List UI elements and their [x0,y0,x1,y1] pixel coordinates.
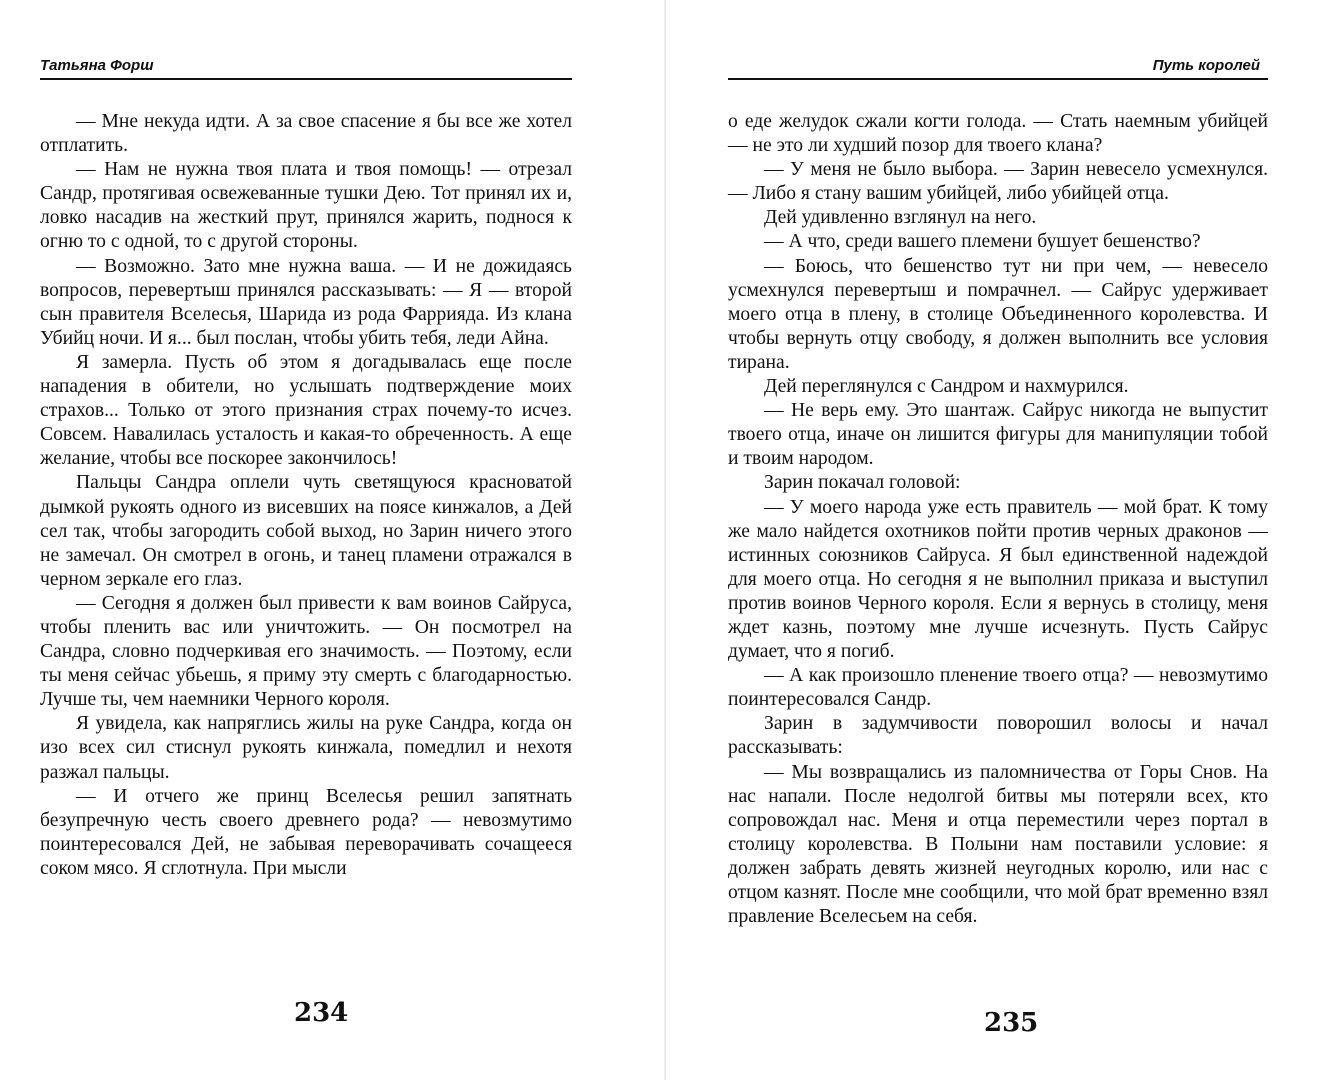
paragraph: — Боюсь, что бешенство тут ни при чем, — невесело усмехнулся перевертыш и помрачнел. — Сайрус удерживает моего отца в плену, в столице Объединенного королевства. И чтобы вернуть отцу свободу, я должен выполнить все условия тирана. [728,255,1268,373]
paragraph: Дей переглянулся с Сандром и нахмурился. [764,376,1129,398]
running-head-right [728,54,1268,80]
paragraph: Дей удивленно взглянул на него. [764,207,1037,229]
paragraph: Я увидела, как напряглись жилы на руке Сандра, когда он изо всех сил стиснул рукоять кинжала, помедлил и нехотя разжал пальцы. [40,713,572,783]
paragraph: — А как произошло пленение твоего отца? — невозмутимо поинтересовался Сандр. [728,665,1268,711]
paragraph: Зарин покачал головой: [764,472,961,494]
paragraph: Я замерла. Пусть об этом я догадывалась еще после нападения в обители, но услышать подтверждение моих страхов... Только от этого признания страх почему-то исчез. Совсем. Навалилась усталость и какая-то обреченность. А еще желание, чтобы все поскорее закончилось! [40,351,572,470]
paragraph: Пальцы Сандра оплели чуть светящуюся красноватой дымкой рукоять одного из висевших на поясе кинжалов, а Дей сел так, чтобы загородить собой выход, но Зарин ничего этого не замечал. Он смотрел в огонь, и танец пламени отражался в черном зеркале его глаз. [40,472,572,590]
paragraph: — Нам не нужна твоя плата и твоя помощь! — отрезал Сандр, протягивая освежеванные тушки Дею. Тот принял их и, ловко насадив на жесткий прут, принялся жарить, поднося к огню то с одной, то с другой стороны. [40,159,572,253]
paragraph: — Возможно. Зато мне нужна ваша. — И не дожидаясь вопросов, перевертыш принялся рассказывать: — Я — второй сын правителя Вселесья, Шарида из рода Фарриядa. Из клана Убийц ночи. И я... был послан, чтобы убить тебя, леди Айна. [40,255,572,349]
paragraph: — У меня не было выбора. — Зарин невесело усмехнулся. — Либо я стану вашим убийцей, либо убийцей отца. [728,159,1268,205]
paragraph: — Не верь ему. Это шантаж. Сайрус никогда не выпустит твоего отца, иначе он лишится фигуры для манипуляции тобой и твоим народом. [728,400,1268,470]
paragraph: о еде желудок сжали когти голода. — Стать наемным убийцей — не это ли худший позор для твоего клана? [728,111,1268,157]
running-head-author: Татьяна Форш [40,57,154,74]
right-body-text [728,110,1268,929]
left-body-text [40,110,572,881]
paragraph: — Мы возвращались из паломничества от Горы Снов. На нас напали. После недолгой битвы мы потеряли всех, кто сопровождал нас. Меня и отца переместили через портал в столицу королевства. В Полыни нам поставили условие: я должен забрать девять жизней неугодных королю, или нас с отцом казнят. После мне сообщили, что мой брат временно взял правление Вселесьем на себя. [728,761,1268,928]
paragraph: — Мне некуда идти. А за свое спасение я бы все же хотел отплатить. [40,111,572,157]
gutter [664,0,666,1080]
page-number-left: 234 [294,998,349,1028]
paragraph: Зарин в задумчивости поворошил волосы и начал рассказывать: [728,713,1268,759]
paragraph: — А что, среди вашего племени бушует бешенство? [764,231,1201,253]
right-page [728,0,1268,1080]
header-rule [728,78,1268,80]
paragraph: — У моего народа уже есть правитель — мой брат. К тому же мало найдется охотников пойти против черных драконов — истинных союзников Сайруса. Я был единственной надеждой для моего отца. Но сегодня я не выполнил приказа и выступил против воинов Черного короля. Если я вернусь в столицу, меня ждет казнь, поэтому мне лучше исчезнуть. Пусть Сайрус думает, что я погиб. [728,496,1268,663]
paragraph: — И отчего же принц Вселесья решил запятнать безупречную честь своего древнего рода? — невозмутимо поинтересовался Дей, не забывая переворачивать сочащееся соком мясо. Я сглотнула. При мысли [40,785,572,879]
header-rule [40,78,572,80]
left-page [40,0,572,1080]
page-number-right: 235 [984,1008,1039,1038]
running-head-left [40,54,572,80]
running-head-title: Путь королей [1152,57,1260,74]
paragraph: — Сегодня я должен был привести к вам воинов Сайруса, чтобы пленить вас или уничтожить. — Он посмотрел на Сандра, словно подчеркивая его значимость. — Поэтому, если ты меня сейчас убьешь, я приму эту смерть с благодарностью. Лучше ты, чем наемники Черного короля. [40,592,572,711]
